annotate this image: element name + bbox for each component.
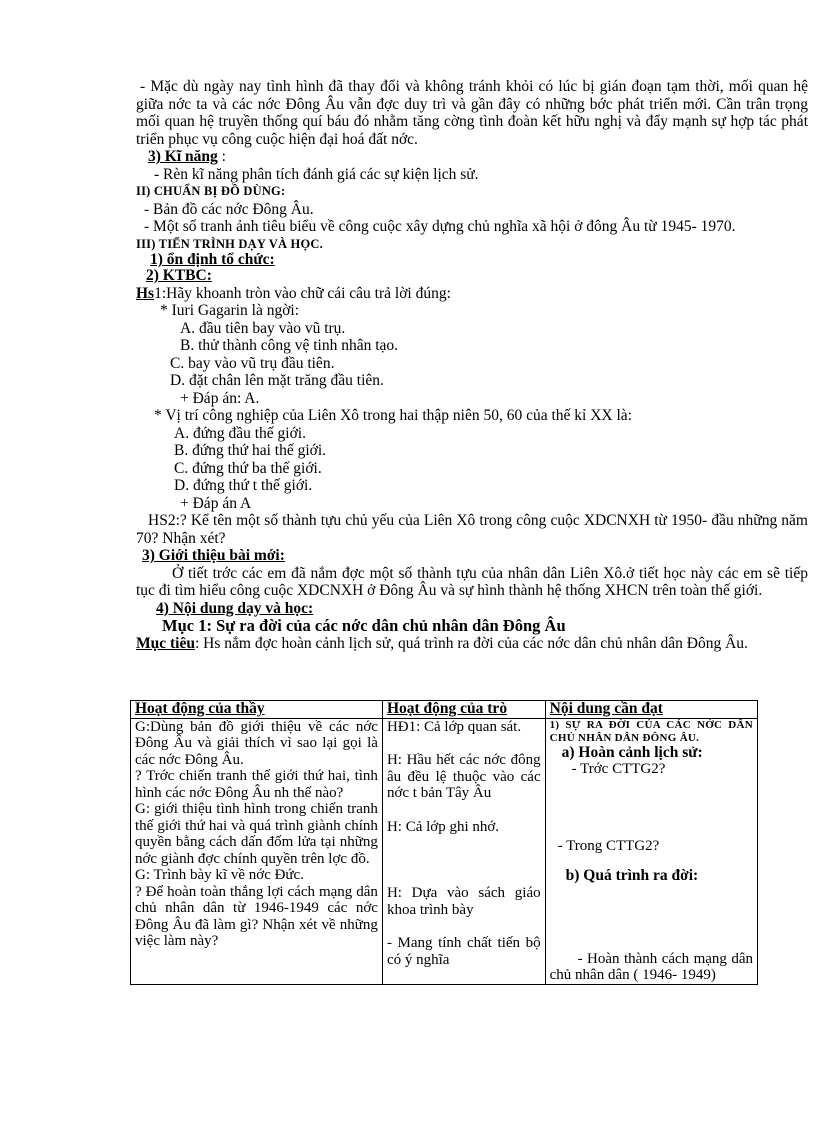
tro-item-5: - Mang tính chất tiến bộ có ý nghĩa [386,935,541,968]
header-noidung: Nội dung cần đạt [545,701,757,719]
q2-option-a: A. đứng đầu thế giới. [174,424,306,442]
q1-option-a: A. đầu tiên bay vào vũ trụ. [180,319,346,337]
tro-item-4: H: Dựa vào sách giáo khoa trình bày [386,885,541,918]
q2-stem: * Vị trí công nghiệp của Liên Xô trong hai thập niên 50, 60 của thế kỉ XX là: [154,407,632,424]
chuanbi-heading: II) CHUẨN BỊ ĐỒ DÙNG: [136,184,286,198]
thay-item-2: ? Trớc chiến tranh thế giới thứ hai, tình hình các nớc Đông Âu nh thế nào? [135,768,378,801]
kinang-item: - Rèn kĩ năng phân tích đánh giá các sự kiện lịch sử. [154,165,479,183]
hs1-label: Hs [136,284,155,302]
gioithieu-paragraph: Ở tiết trớc các em đã nắm đợc một số thành tựu của nhân dân Liên Xô.ở tiết học này các em sẽ tiếp tục đi tìm hiểu công cuộc XDCNXH ở Đông Âu và sự hình thành hệ thống XHCN trên toàn thế giới. [136,564,808,599]
cell-noidung [545,718,757,984]
table-row [131,718,758,984]
q2-answer: + Đáp án A [180,494,252,512]
kinang-heading [136,148,808,166]
tro-item-3: H: Cả lớp ghi nhớ. [386,818,500,835]
muctieu-paragraph [136,635,808,653]
noidung-b1: - Hoàn thành cách mạng dân chủ nhân dân ( 1946- 1949) [549,950,753,983]
kinang-colon: : [217,148,226,165]
thay-item-4: G: Trình bày kĩ về nớc Đức. [135,867,304,883]
thay-item-3: G: giới thiệu tình hình trong chiến tranh thế giới thứ hai và quá trình giành chính quyền bằng cách dấn đốm lửa tại những nớc giành đợc chính quyền trên lợc đồ. [135,801,378,867]
intro-paragraph: - Mặc dù ngày nay tình hình đã thay đổi và không tránh khỏi có lúc bị gián đoạn tạm thời, mối quan hệ giữa nớc ta và các nớc Đông Âu vẫn đợc duy trì và gần đây có những bớc phát triển mới. Cần trân trọng mối quan hệ truyền thống quí báu đó nhằm tăng cờng tình đoàn kết hữu nghị và đẩy mạnh sự hợp tác phát triển phục vụ công cuộc hiện đại hoá đất nớc. [136,78,808,148]
noidung-a: a) Hoàn cảnh lịch sử: [561,743,703,761]
thay-item-5: ? Để hoàn toàn thắng lợi cách mạng dân chủ nhân dân từ 1946-1949 các nớc Đông Âu đã làm gì? Nhận xét về những việc làm này? [135,883,378,949]
q1-option-d: D. đặt chân lên mặt trăng đầu tiên. [170,372,384,389]
ondinh-heading: 1) ổn định tổ chức: [150,251,275,268]
header-tro: Hoạt động của trò [382,701,545,719]
tientrinh-heading: III) TIẾN TRÌNH DẠY VÀ HỌC. [136,236,323,251]
tro-item-1: HĐ1: Cả lớp quan sát. [386,718,522,735]
cell-tro [382,718,545,984]
kinang-title: 3) Kĩ năng [148,148,218,165]
noidung-b: b) Quá trình ra đời: [565,867,699,884]
hs1-question [136,285,808,303]
noidung-title: 1) SỰ RA ĐỜI CỦA CÁC NỚC DÂN CHỦ NHÂN DÂN ĐÔNG ÂU. [549,718,753,744]
q2-option-b: B. đứng thứ hai thế giới. [174,442,327,459]
noidung-heading: 4) Nội dung dạy và học: [156,599,314,617]
ktbc-heading: 2) KTBC: [146,267,212,284]
hs1-text: 1:Hãy khoanh tròn vào chữ cái câu trả lời đúng: [154,284,451,302]
muctieu-label: Mục tiêu [136,634,195,652]
q2-option-c: C. đứng thứ ba thế giới. [174,459,322,477]
document-page [136,78,808,652]
muc1-heading: Mục 1: Sự ra đời của các nớc dân chủ nhân dân Đông Âu [162,616,566,635]
q2-option-d: D. đứng thứ t thế giới. [174,477,313,494]
cell-thay [131,718,383,984]
gioithieu-heading: 3) Giới thiệu bài mới: [142,547,285,564]
table-header-row [131,701,758,719]
noidung-a2: - Trong CTTG2? [557,837,660,854]
q1-answer: + Đáp án: A. [180,389,260,407]
hs2-question: HS2:? Kể tên một số thành tựu chủ yếu của Liên Xô trong công cuộc XDCNXH từ 1950- đầu những năm 70? Nhận xét? [136,512,808,547]
tro-item-2: H: Hầu hết các nớc đông âu đều lệ thuộc vào các nớc t bản Tây Âu [386,752,541,801]
chuanbi-item-2: - Một số tranh ảnh tiêu biểu về công cuộc xây dựng chủ nghĩa xã hội ở đông Âu từ 1945- 1970. [144,218,736,235]
q1-stem: * Iuri Gagarin là ngời: [160,302,300,319]
lesson-table [130,700,758,985]
chuanbi-item-1: - Bản đồ các nớc Đông Âu. [144,200,314,218]
muctieu-text: : Hs nắm đợc hoàn cảnh lịch sử, quá trình ra đời của các nớc dân chủ nhân dân Đông Âu. [194,634,748,652]
q1-option-b: B. thử thành công vệ tinh nhân tạo. [180,337,399,354]
q1-option-c: C. bay vào vũ trụ đầu tiên. [170,354,335,372]
noidung-a1: - Trớc CTTG2? [571,761,666,777]
thay-item-1: G:Dùng bản đồ giới thiệu về các nớc Đông Âu và giải thích vì sao lại gọi là các nớc Đông Âu. [135,718,378,768]
header-thay: Hoạt động của thầy [131,701,383,719]
